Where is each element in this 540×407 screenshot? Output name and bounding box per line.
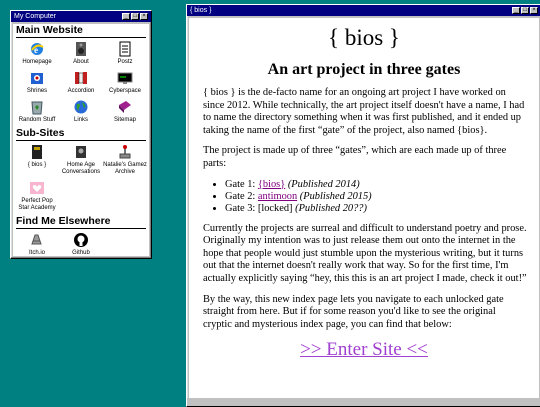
shortcut-label: Shrines (26, 88, 48, 94)
bios-icon (29, 144, 45, 160)
recycle-bin-icon (29, 99, 45, 115)
close-button[interactable]: × (140, 13, 148, 20)
find-me-grid (15, 232, 147, 257)
shortcut-label: Accordion (67, 88, 95, 94)
shrine-icon (29, 70, 45, 86)
shortcut-label: Natalie's Gamez Archive (103, 162, 147, 175)
gate-prefix: Gate 3: [locked] (225, 202, 296, 214)
shortcut-sitemap[interactable] (103, 99, 147, 124)
shortcut-bios[interactable] (15, 144, 59, 176)
section-heading-main-website: Main Website (16, 24, 83, 36)
right-window-body (189, 18, 539, 398)
right-window-title: { bios } (190, 7, 212, 14)
main-website-grid (15, 41, 147, 124)
page-subtitle: An art project in three gates (267, 61, 461, 78)
maximize-button[interactable]: □ (521, 7, 529, 14)
section-divider (16, 37, 146, 38)
itch-icon (29, 232, 45, 248)
shortcut-label: Home Age Conversations (61, 162, 101, 175)
gate-note: (Published 20??) (295, 202, 367, 214)
list-item (225, 203, 539, 215)
gate-note: (Published 2015) (299, 190, 372, 202)
shortcut-label: Perfect Pop Star Academy (18, 198, 56, 211)
shortcut-pop-star-academy[interactable] (15, 180, 59, 212)
section-heading-find-me: Find Me Elsewhere (16, 215, 111, 227)
shortcut-label: Github (72, 250, 90, 256)
index-paragraph: By the way, this new index page lets you navigate to each unlocked gate straight from here. But if for some reason you'd like to see the original cryptic and mysterious index page, you can find that below: (203, 293, 504, 330)
minimize-button[interactable]: _ (122, 13, 130, 20)
shortcut-random-stuff[interactable] (15, 99, 59, 124)
shortcut-label: Random Stuff (18, 117, 56, 123)
accordion-icon (73, 70, 89, 86)
shortcut-github[interactable] (59, 232, 103, 257)
notepad-icon (117, 41, 133, 57)
shortcut-homepage[interactable] (15, 41, 59, 66)
github-icon (73, 232, 89, 248)
enter-site-link[interactable]: >> Enter Site << (300, 339, 428, 361)
description-paragraph: Currently the projects are surreal and difficult to understand poetry and prose. Originally my intention was to just release them out onto the internet in the hope that people would just stumble upon the mysterious writing, but it turns out that the internet doesn't really work that way. So for the first time, I'm actually explicitly saying “hey, this this is an art project I made, check it out!” (203, 222, 527, 284)
book-icon (117, 99, 133, 115)
shortcut-label: About (73, 59, 89, 65)
shortcut-label: Homepage (22, 59, 52, 65)
list-item (225, 179, 539, 191)
section-heading-sub-sites: Sub-Sites (16, 127, 65, 139)
shortcut-postz[interactable] (103, 41, 147, 66)
gates-intro-paragraph: The project is made up of three “gates”, which are each made up of three parts: (203, 145, 507, 169)
shortcut-label: Sitemap (113, 117, 136, 123)
shortcut-accordion[interactable] (59, 70, 103, 95)
my-computer-window (10, 10, 152, 259)
gate-prefix: Gate 2: (225, 190, 258, 202)
left-window-controls (122, 13, 148, 20)
intro-paragraph: { bios } is the de-facto name for an ongoing art project I have worked on since 2012. While technically, the art project itself doesn't have a name, I had to name the directory something when it was first published, and it ended up taking the name of the first “gate” of the project, also named {bios}. (203, 87, 525, 136)
shortcut-label: Links (73, 117, 88, 123)
gate-note: (Published 2014) (287, 178, 360, 190)
bios-window (186, 4, 540, 407)
internet-explorer-icon (29, 41, 45, 57)
page-title: { bios } (328, 25, 400, 50)
right-window-titlebar[interactable] (187, 5, 540, 16)
shortcut-home-age[interactable] (59, 144, 103, 176)
speaker-icon (73, 41, 89, 57)
gate-2-link[interactable]: antimoon (257, 190, 298, 202)
shortcut-label: { bios } (27, 162, 47, 168)
section-divider (16, 140, 146, 141)
joystick-icon (117, 144, 133, 160)
minimize-button[interactable]: _ (512, 7, 520, 14)
shortcut-cyberspace[interactable] (103, 70, 147, 95)
shortcut-label: Postz (117, 59, 133, 65)
shortcut-links[interactable] (59, 99, 103, 124)
maximize-button[interactable]: □ (131, 13, 139, 20)
sub-sites-grid (15, 144, 147, 212)
gate-prefix: Gate 1: (225, 178, 258, 190)
enter-site-container (189, 339, 539, 361)
left-window-title: My Computer (14, 13, 57, 20)
shortcut-label: Cyberspace (108, 88, 141, 94)
shortcut-gamez-archive[interactable] (103, 144, 147, 176)
gates-list (189, 179, 539, 215)
svg-text:e: e (34, 45, 38, 55)
left-window-titlebar[interactable] (11, 11, 151, 22)
globe-icon (73, 99, 89, 115)
section-divider (16, 228, 146, 229)
list-item (225, 191, 539, 203)
shortcut-label: Itch.io (28, 250, 45, 256)
right-window-controls (512, 7, 538, 14)
close-button[interactable]: × (530, 7, 538, 14)
shortcut-itch-io[interactable] (15, 232, 59, 257)
home-age-icon (73, 144, 89, 160)
gate-1-link[interactable]: {bios} (257, 178, 286, 190)
left-window-body (13, 24, 149, 256)
shortcut-about[interactable] (59, 41, 103, 66)
monitor-icon (117, 70, 133, 86)
shortcut-shrines[interactable] (15, 70, 59, 95)
heart-icon (29, 180, 45, 196)
